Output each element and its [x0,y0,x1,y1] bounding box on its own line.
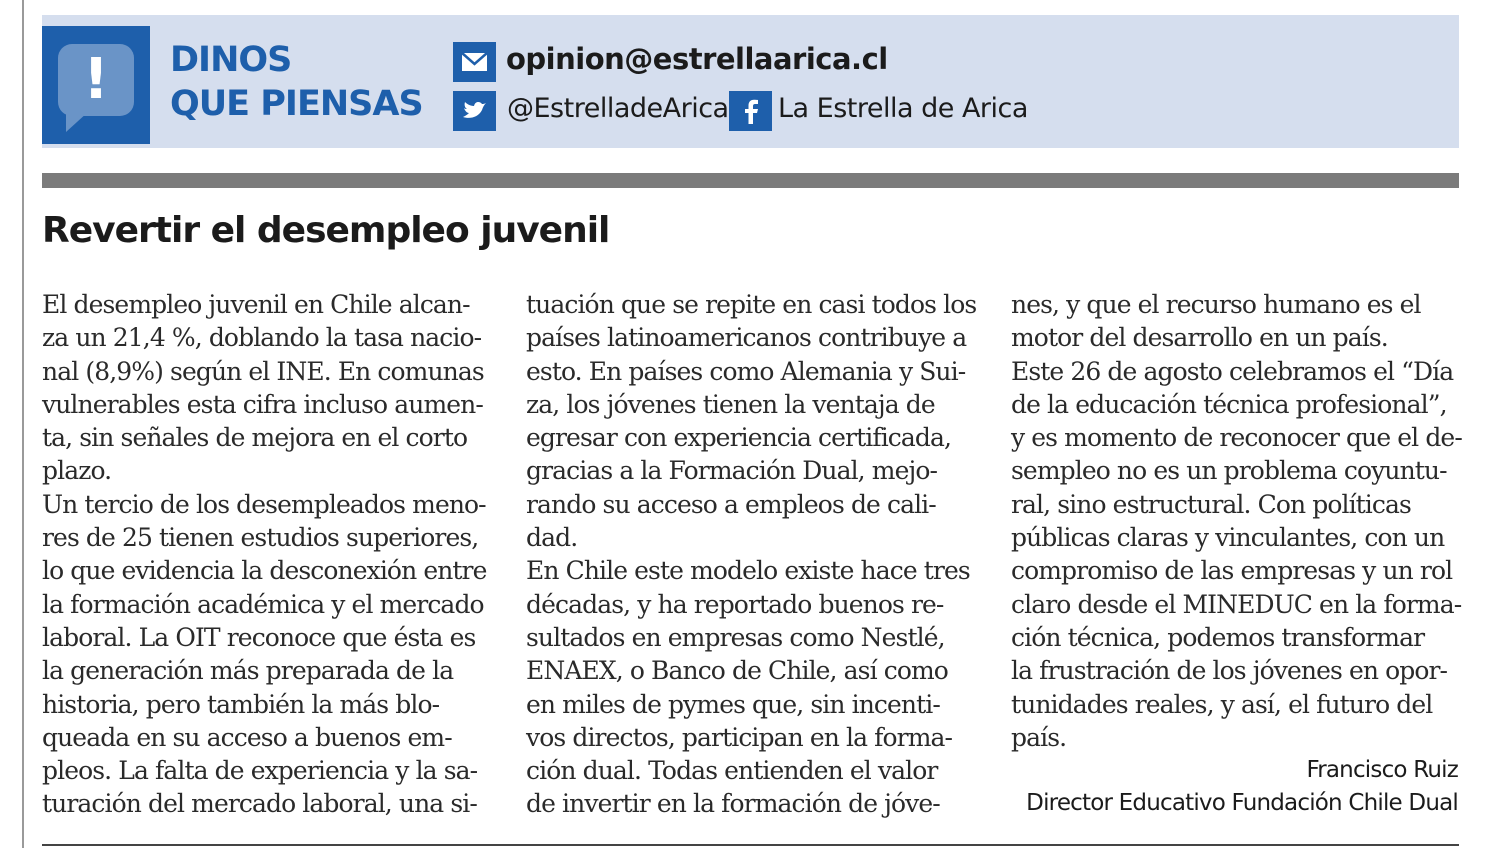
article-line: vos directos, participan en la forma- [526,722,953,752]
article-line: y es momento de reconocer que el de- [1011,423,1462,453]
article-line: ENAEX, o Banco de Chile, así como [526,656,948,686]
article-line: la generación más preparada de la [42,656,454,686]
article-line: ta, sin señales de mejora en el corto [42,423,468,453]
article-line: ción técnica, podemos transformar [1011,622,1425,652]
article-line: nal (8,9%) según el INE. En comunas [42,356,484,386]
article-line: Este 26 de agosto celebramos el “Día [1011,356,1454,386]
article-line: laboral. La OIT reconoce que ésta es [42,622,476,652]
article-line: egresar con experiencia certificada, [526,423,952,453]
article-line: la frustración de los jóvenes en opor- [1011,656,1448,686]
article-line: gracias a la Formación Dual, mejo- [526,456,938,486]
article-line: pleos. La falta de experiencia y la sa- [42,756,478,786]
section-title [170,38,423,126]
article-line: queada en su acceso a buenos em- [42,722,452,752]
email-address[interactable]: opinion@estrellaarica.cl [506,42,888,76]
article-line: décadas, y ha reportado buenos re- [526,589,944,619]
facebook-page[interactable]: La Estrella de Arica [778,93,1028,124]
section-title-line2: QUE PIENSAS [170,84,423,124]
article-line: plazo. [42,456,112,486]
article-line: dad. [526,523,578,553]
article-line: rando su acceso a empleos de cali- [526,489,936,519]
article-line: vulnerables esta cifra incluso aumen- [42,389,483,419]
twitter-icon [453,91,496,131]
mail-icon [453,42,496,82]
article-line: sempleo no es un problema coyuntu- [1011,456,1447,486]
column-divider [22,0,24,848]
exclamation-icon: ! [83,47,109,112]
twitter-handle[interactable]: @EstrelladeArica [507,93,729,124]
article-line: ción dual. Todas entienden el valor [526,756,938,786]
article-line: El desempleo juvenil en Chile alcan- [42,290,470,319]
article-column-2 [526,288,986,821]
article-line: tuación que se repite en casi todos los [526,290,977,319]
article-line: historia, pero también la más blo- [42,689,440,719]
article-headline: Revertir el desempleo juvenil [42,210,610,251]
article-line: sultados en empresas como Nestlé, [526,622,945,652]
article-line: res de 25 tienen estudios superiores, [42,523,479,553]
article-line: compromiso de las empresas y un rol [1011,556,1453,586]
article-column-3 [1011,288,1471,754]
article-line: esto. En países como Alemania y Sui- [526,356,966,386]
bottom-rule [42,844,1459,846]
article-line: nes, y que el recurso humano es el [1011,290,1421,319]
article-line: za un 21,4 %, doblando la tasa nacio- [42,323,482,353]
article-line: públicas claras y vinculantes, con un [1011,523,1445,553]
article-line: de la educación técnica profesional”, [1011,389,1447,419]
facebook-icon [729,91,772,131]
article-line: Un tercio de los desempleados meno- [42,489,486,519]
article-column-1 [42,288,502,821]
article-line: en miles de pymes que, sin incenti- [526,689,940,719]
section-title-line1: DINOS [170,40,292,80]
article-line: país. [1011,722,1067,752]
article-line: países latinoamericanos contribuye a [526,323,967,353]
article-line: lo que evidencia la desconexión entre [42,556,487,586]
article-line: de invertir en la formación de jóve- [526,789,940,819]
article-line: tunidades reales, y así, el futuro del [1011,689,1433,719]
article-line: En Chile este modelo existe hace tres [526,556,970,586]
author-role: Director Educativo Fundación Chile Dual [1026,790,1458,816]
article-line: claro desde el MINEDUC en la forma- [1011,589,1462,619]
section-separator [42,173,1459,188]
article-line: za, los jóvenes tienen la ventaja de [526,389,935,419]
article-line: motor del desarrollo en un país. [1011,323,1388,353]
author-name: Francisco Ruiz [1306,757,1458,783]
article-line: ral, sino estructural. Con políticas [1011,489,1411,519]
article-line: turación del mercado laboral, una si- [42,789,477,819]
article-line: la formación académica y el mercado [42,589,484,619]
